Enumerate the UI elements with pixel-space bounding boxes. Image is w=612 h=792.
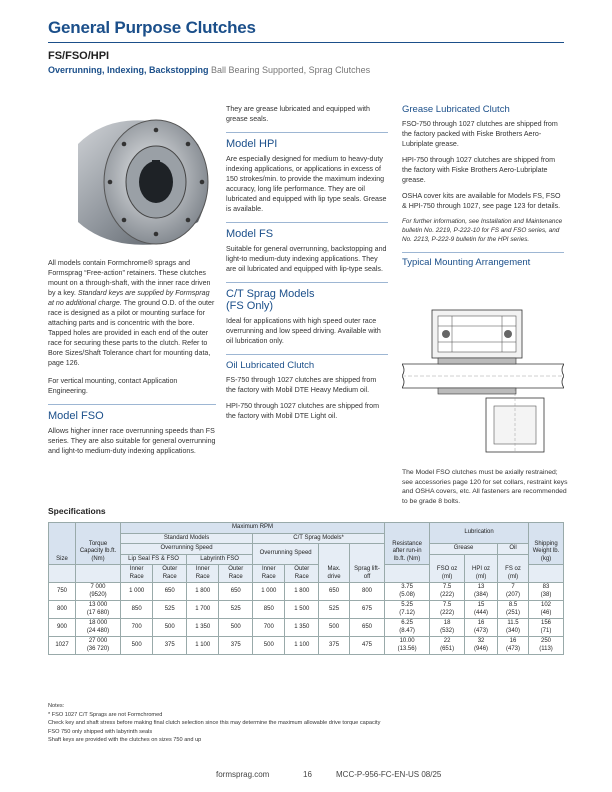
ct-heading-line1: C/T Sprag Models xyxy=(226,288,315,300)
col-hpi-oz: HPI oz (ml) xyxy=(465,554,498,583)
specifications-table xyxy=(48,522,564,655)
col-resistance: Resistance after run-in lb.ft. (Nm) xyxy=(385,523,430,565)
intro-italic: Standard keys are supplied by Formsprag at no additional charge. xyxy=(48,289,210,307)
page-title: General Purpose Clutches xyxy=(48,18,256,37)
model-fso-heading: Model FSO xyxy=(48,410,104,422)
section-rule xyxy=(226,354,388,355)
cell-lip-outer: 375 xyxy=(153,637,187,655)
cell-fso-ml: (222) xyxy=(440,591,455,598)
col-oil: Oil xyxy=(498,544,529,555)
cell-lip-outer: 525 xyxy=(153,601,187,619)
table-row xyxy=(49,583,564,601)
cell-weight-kg: (38) xyxy=(540,591,552,598)
cell-torque xyxy=(76,583,121,601)
cell-weight-kg: (113) xyxy=(539,645,553,652)
cell-resist-nm: (7.12) xyxy=(399,609,415,616)
col-ct-sprag-models: C/T Sprag Models* xyxy=(253,533,385,544)
cell-fs xyxy=(498,619,529,637)
col-fs-oz: FS oz (ml) xyxy=(498,554,529,583)
grease-lubricated-heading: Grease Lubricated Clutch xyxy=(402,104,510,115)
cell-resistance xyxy=(385,619,430,637)
cell-resist-lbft: 6.25 xyxy=(401,620,413,626)
col-ct-overrunning: Overrunning Speed xyxy=(253,544,319,565)
cell-max-drive: 525 xyxy=(319,601,350,619)
cell-torque xyxy=(76,619,121,637)
mounting-note: The Model FSO clutches must be axially restrained; see accessories page 120 for set collars, restraint keys and OSHA covers, etc. All fasteners are recommended to be grade 8 bolts. xyxy=(402,469,568,505)
model-name: FS/FSO/HPI xyxy=(48,50,110,62)
note-line: Check key and shaft stress before making final clutch selection since this may determine the maximum allowable drive torque capacity xyxy=(48,720,381,727)
cell-torque-lbft: 13 000 xyxy=(88,602,108,608)
cell-resistance xyxy=(385,637,430,655)
cell-hpi-oz: 13 xyxy=(477,584,485,590)
cell-resistance xyxy=(385,601,430,619)
cell-hpi-oz: 15 xyxy=(477,602,485,608)
cell-fs-ml: (251) xyxy=(506,609,521,616)
cell-ct-outer: 1 500 xyxy=(285,601,319,619)
col-torque: Torque Capacity lb.ft. (Nm) xyxy=(76,523,121,565)
col-standard-models: Standard Models xyxy=(121,533,253,544)
cell-lip-inner: 1 000 xyxy=(121,583,153,601)
cell-fs xyxy=(498,601,529,619)
oil-lubricated-heading: Oil Lubricated Clutch xyxy=(226,360,315,371)
table-row xyxy=(49,637,564,655)
cell-torque-nm: (9520) xyxy=(89,591,107,598)
table-row xyxy=(49,601,564,619)
model-fs-text: Suitable for general overrunning, backstopping and light-to medium-duty indexing applications. They are oil lubricated and equipped with lip-type seals. xyxy=(226,245,387,273)
cell-fso xyxy=(430,601,465,619)
cell-lab-inner: 1 350 xyxy=(187,619,219,637)
cell-fs-oz: 11.5 xyxy=(507,620,519,626)
col-shipping-weight: Shipping Weight lb. (kg) xyxy=(529,523,564,565)
cell-resist-lbft: 5.25 xyxy=(401,602,413,608)
cell-fs-ml: (207) xyxy=(506,591,521,598)
cell-hpi-ml: (473) xyxy=(474,627,489,634)
cell-hpi-ml: (384) xyxy=(474,591,489,598)
cell-weight-kg: (71) xyxy=(540,627,552,634)
section-rule xyxy=(226,132,388,133)
cell-lab-inner: 1 100 xyxy=(187,637,219,655)
cell-torque-lbft: 18 000 xyxy=(88,620,108,626)
cell-resist-nm: (5.08) xyxy=(399,591,415,598)
cell-hpi xyxy=(465,601,498,619)
footer-url[interactable]: formsprag.com xyxy=(216,770,270,779)
col-blank-torque xyxy=(76,565,121,583)
cell-fs-ml: (340) xyxy=(506,627,521,634)
cell-weight-kg: (46) xyxy=(540,609,552,616)
cell-ct-outer: 1 350 xyxy=(285,619,319,637)
col-max-rpm: Maximum RPM xyxy=(121,523,385,534)
cell-weight-lb: 156 xyxy=(540,620,551,626)
col-max-drive: Max. drive xyxy=(319,544,350,583)
cell-fs-ml: (473) xyxy=(506,645,521,652)
cell-resist-lbft: 10.00 xyxy=(399,638,415,644)
model-fso-text: Allows higher inner race overrunning speeds than FS series. They are also suitable for general overrunning and light-to medium-duty indexing applications. xyxy=(48,427,216,455)
clutch-illustration xyxy=(48,104,216,254)
cell-weight-lb: 102 xyxy=(540,602,551,608)
cell-hpi xyxy=(465,619,498,637)
cell-liftoff: 650 xyxy=(349,619,384,637)
cell-max-drive: 375 xyxy=(319,637,350,655)
cell-lab-inner: 1 800 xyxy=(187,583,219,601)
col-blank-size xyxy=(49,565,76,583)
specifications-heading: Specifications xyxy=(48,506,106,516)
ct-heading-line2: (FS Only) xyxy=(226,300,274,312)
col-lip-outer: Outer Race xyxy=(153,565,187,583)
cell-liftoff: 675 xyxy=(349,601,384,619)
model-hpi-heading: Model HPI xyxy=(226,138,278,150)
greased-text: They are grease lubricated and equipped with grease seals. xyxy=(226,105,370,123)
cell-weight-lb: 83 xyxy=(542,584,550,590)
right-column xyxy=(402,104,564,268)
cell-torque-nm: (36 720) xyxy=(86,645,110,652)
col-grease: Grease xyxy=(430,544,498,555)
grease-text-hpi: HPI-750 through 1027 clutches are shipped from the factory with Fiske Brothers Aero-Lubriplate grease. xyxy=(402,156,556,184)
cell-ct-inner: 500 xyxy=(253,637,285,655)
cell-fso xyxy=(430,637,465,655)
cell-weight xyxy=(529,601,564,619)
col-ct-inner: Inner Race xyxy=(253,565,285,583)
cell-fso-oz: 18 xyxy=(443,620,451,626)
cell-lip-inner: 850 xyxy=(121,601,153,619)
section-rule xyxy=(226,282,388,283)
col-lip-inner: Inner Race xyxy=(121,565,153,583)
cell-resist-nm: (13.56) xyxy=(397,645,417,652)
clutch-product-image xyxy=(48,104,216,254)
cell-ct-outer: 1 800 xyxy=(285,583,319,601)
cell-fso-oz: 22 xyxy=(443,638,451,644)
note-line: * FSO 1027 C/T Sprags are not Formchromed xyxy=(48,711,163,718)
cell-fso-ml: (532) xyxy=(440,627,455,634)
cell-lab-outer: 650 xyxy=(219,583,253,601)
mounting-heading: Typical Mounting Arrangement xyxy=(402,257,531,268)
oil-text-hpi: HPI-750 through 1027 clutches are shipped from the factory with Mobil DTE Light oil. xyxy=(226,402,380,420)
col-lubrication: Lubrication xyxy=(430,523,529,544)
col-ct-outer: Outer Race xyxy=(285,565,319,583)
cell-fso-oz: 7.5 xyxy=(442,602,452,608)
subtitle-rest: Ball Bearing Supported, Sprag Clutches xyxy=(208,65,371,75)
col-lab-outer: Outer Race xyxy=(219,565,253,583)
cell-fs-oz: 7 xyxy=(511,584,515,590)
cell-lab-inner: 1 700 xyxy=(187,601,219,619)
intro-paragraph xyxy=(48,258,216,368)
col-sprag-liftoff: Sprag lift-off xyxy=(349,544,384,583)
col-blank-weight xyxy=(529,565,564,583)
cell-lip-outer: 500 xyxy=(153,619,187,637)
middle-column xyxy=(226,104,388,421)
subtitle xyxy=(48,65,370,75)
cell-lip-outer: 650 xyxy=(153,583,187,601)
cell-fso-ml: (222) xyxy=(440,609,455,616)
mounting-arrangement-drawing xyxy=(402,306,564,458)
cell-size: 800 xyxy=(49,601,76,619)
oil-text-fs: FS-750 through 1027 clutches are shipped from the factory with Mobil DTE Heavy Medium oil. xyxy=(226,376,377,394)
cell-hpi-oz: 16 xyxy=(477,620,485,626)
cell-hpi-ml: (444) xyxy=(474,609,489,616)
section-rule xyxy=(48,404,216,405)
cell-fs-oz: 8.5 xyxy=(508,602,518,608)
cell-ct-inner: 1 000 xyxy=(253,583,285,601)
table-row xyxy=(49,619,564,637)
ct-sprag-heading xyxy=(226,288,388,312)
cell-resist-lbft: 3.75 xyxy=(401,584,413,590)
col-blank-resist xyxy=(385,565,430,583)
cell-ct-inner: 850 xyxy=(253,601,285,619)
footer-doc-code: MCC-P-956-FC-EN-US 08/25 xyxy=(336,770,442,779)
table-notes xyxy=(48,702,564,745)
cell-torque-lbft: 7 000 xyxy=(90,584,106,590)
footer-page-number: 16 xyxy=(303,770,312,779)
cell-torque-nm: (24 480) xyxy=(86,627,110,634)
cell-lab-outer: 525 xyxy=(219,601,253,619)
col-fso-oz: FSO oz (ml) xyxy=(430,554,465,583)
cell-max-drive: 500 xyxy=(319,619,350,637)
further-info-text: For further information, see Installation and Maintenance bulletin No. 2219, P-222-10 for FS and FSO series, and No. 2213, P-222-9 bulletin for the HPI series. xyxy=(402,218,563,243)
cell-torque-lbft: 27 000 xyxy=(88,638,108,644)
cell-hpi xyxy=(465,583,498,601)
cell-fs xyxy=(498,637,529,655)
cell-size: 750 xyxy=(49,583,76,601)
left-column xyxy=(48,258,216,456)
cell-fso xyxy=(430,583,465,601)
cell-lip-inner: 700 xyxy=(121,619,153,637)
cell-size: 1027 xyxy=(49,637,76,655)
model-fs-heading: Model FS xyxy=(226,228,274,240)
note-line: Notes: xyxy=(48,703,65,709)
cell-weight xyxy=(529,637,564,655)
note-line: FSO 750 only shipped with labyrinth seals xyxy=(48,728,153,735)
cell-resistance xyxy=(385,583,430,601)
cell-weight-lb: 250 xyxy=(540,638,551,644)
cell-torque xyxy=(76,637,121,655)
cell-fso-oz: 7.5 xyxy=(442,584,452,590)
col-lab-inner: Inner Race xyxy=(187,565,219,583)
cell-resist-nm: (8.47) xyxy=(399,627,415,634)
vertical-mounting-text: For vertical mounting, contact Application Engineering. xyxy=(48,377,178,395)
mounting-diagram xyxy=(402,306,564,458)
cell-lab-outer: 375 xyxy=(219,637,253,655)
section-rule xyxy=(226,222,388,223)
cell-hpi-oz: 32 xyxy=(477,638,485,644)
cell-size: 900 xyxy=(49,619,76,637)
col-size: Size xyxy=(49,523,76,565)
cell-liftoff: 475 xyxy=(349,637,384,655)
cell-fs-oz: 16 xyxy=(509,638,517,644)
cell-lip-inner: 500 xyxy=(121,637,153,655)
cell-lab-outer: 500 xyxy=(219,619,253,637)
title-rule xyxy=(48,42,564,43)
cell-liftoff: 800 xyxy=(349,583,384,601)
cell-hpi xyxy=(465,637,498,655)
ct-sprag-text: Ideal for applications with high speed outer race overrunning and low speed driving. Available with oil lubrication only. xyxy=(226,317,381,345)
intro-rest: The ground O.D. of the outer race is designed as a pilot or mounting surface for attaching parts and is concentric with the bore. Tapped holes are provided in each end of the outer race for securing these parts to the clutch. Refer to Bore Sizes/Shaft Tolerance chart for mounting data, page 126. xyxy=(48,299,215,367)
osha-text: OSHA cover kits are available for Models FS, FSO & HPI-750 through 1027, see page 123 for details. xyxy=(402,192,561,210)
col-labyrinth: Labyrinth FSO xyxy=(187,554,253,565)
cell-weight xyxy=(529,583,564,601)
cell-fso xyxy=(430,619,465,637)
cell-weight xyxy=(529,619,564,637)
subtitle-bold: Overrunning, Indexing, Backstopping xyxy=(48,65,209,75)
intro-text: All models contain Formchrome® sprags and Formsprag “Free-action” retainers. These clutches mount on a through-shaft, with the inner race driven by a key. xyxy=(48,259,211,297)
cell-fs xyxy=(498,583,529,601)
cell-torque xyxy=(76,601,121,619)
cell-ct-inner: 700 xyxy=(253,619,285,637)
note-line: Shaft keys are provided with the clutches on sizes 750 and up xyxy=(48,737,202,744)
cell-ct-outer: 1 100 xyxy=(285,637,319,655)
model-hpi-text: Are especially designed for medium to heavy-duty indexing applications, or applications in excess of 150 strokes/min. to provide the maximum indexing accuracy, long life performance. They are oil lubricated and equipped with lip type seals. Grease is available. xyxy=(226,155,387,213)
specifications-table-wrap xyxy=(48,522,564,655)
cell-fso-ml: (651) xyxy=(440,645,455,652)
cell-hpi-ml: (946) xyxy=(474,645,489,652)
cell-max-drive: 650 xyxy=(319,583,350,601)
col-overrunning-speed: Overrunning Speed xyxy=(121,544,253,555)
grease-text-fso: FSO-750 through 1027 clutches are shipped from the factory packed with Fiske Brothers Aero-Lubriplate grease. xyxy=(402,120,558,148)
section-rule xyxy=(402,252,564,253)
col-lip-seal: Lip Seal FS & FSO xyxy=(121,554,187,565)
cell-torque-nm: (17 680) xyxy=(86,609,110,616)
